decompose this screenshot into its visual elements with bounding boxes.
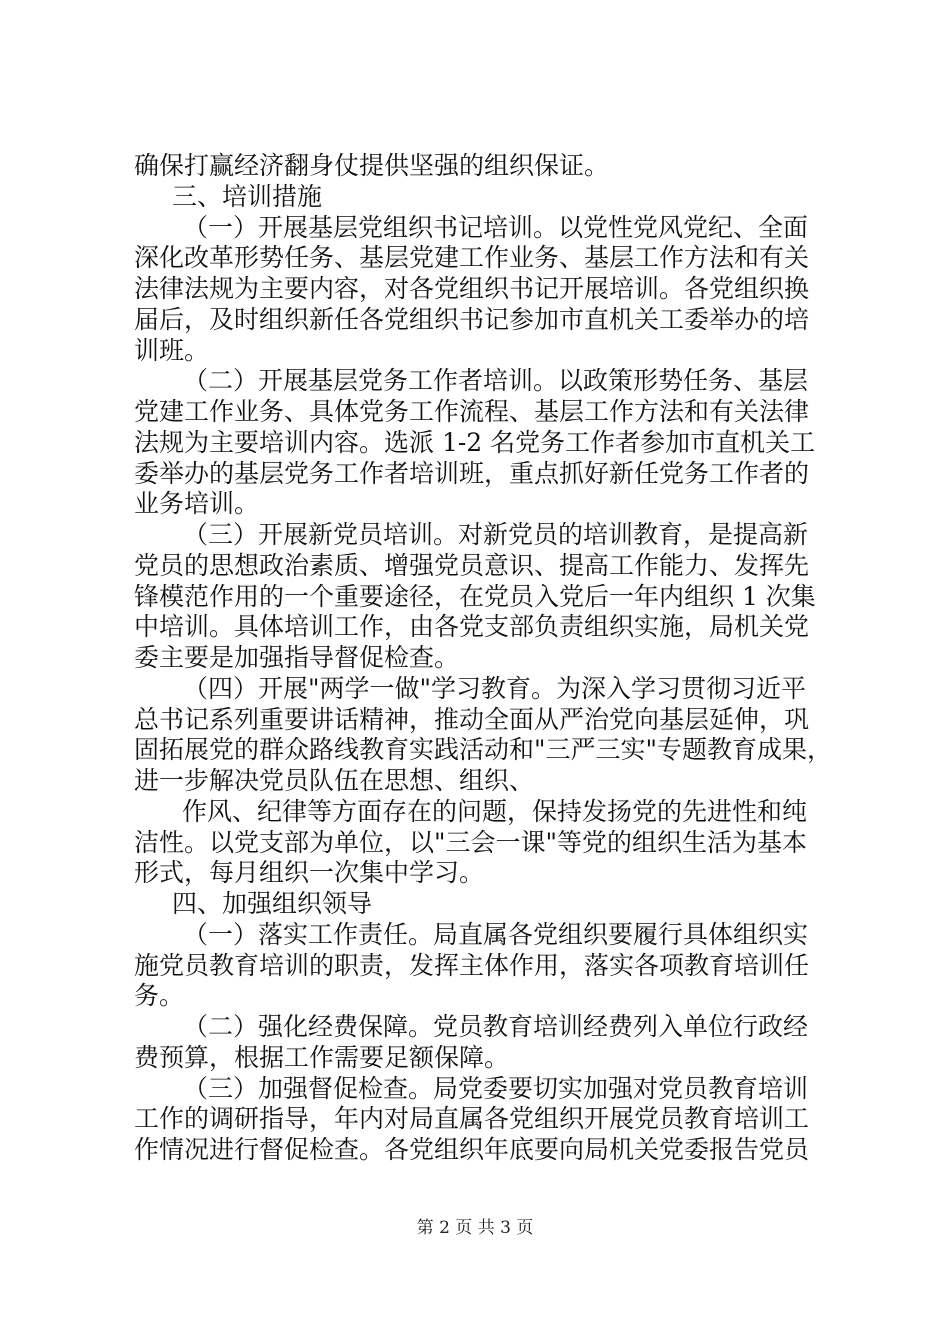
- text-line: （二）强化经费保障。党员教育培训经费列入单位行政经: [183, 1012, 809, 1041]
- text-line: 施党员教育培训的职责，发挥主体作用，落实各项教育培训任: [134, 951, 810, 980]
- text-line: 作情况进行督促检查。各党组织年底要向局机关党委报告党员: [134, 1135, 810, 1164]
- text-line: 总书记系列重要讲话精神，推动全面从严治党向基层延伸，巩: [134, 705, 810, 734]
- text-line: （三）加强督促检查。局党委要切实加强对党员教育培训: [183, 1074, 809, 1103]
- text-line: （一）开展基层党组织书记培训。以党性党风党纪、全面: [183, 213, 809, 242]
- text-line: （四）开展"两学一做"学习教育。为深入学习贯彻习近平: [183, 674, 807, 703]
- text-line: 训班。: [134, 336, 210, 365]
- text-line: 深化改革形势任务、基层党建工作业务、基层工作方法和有关: [134, 243, 810, 272]
- text-line: 工作的调研指导，年内对局直属各党组织开展党员教育培训工: [134, 1104, 810, 1133]
- text-line: 业务培训。: [134, 489, 260, 518]
- text-line: 届后，及时组织新任各党组织书记参加市直机关工委举办的培: [134, 305, 810, 334]
- text-line: 委举办的基层党务工作者培训班，重点抓好新任党务工作者的: [134, 459, 810, 488]
- text-line: 形式，每月组织一次集中学习。: [134, 858, 485, 887]
- text-line: 党建工作业务、具体党务工作流程、基层工作方法和有关法律: [134, 397, 810, 426]
- text-line: 法律法规为主要内容，对各党组织书记开展培训。各党组织换: [134, 274, 810, 303]
- text-line: 中培训。具体培训工作，由各党支部负责组织实施，局机关党: [134, 612, 810, 641]
- text-line: 法规为主要培训内容。选派 1-2 名党务工作者参加市直机关工: [134, 428, 816, 457]
- text-line: 党员的思想政治素质、增强党员意识、提高工作能力、发挥先: [134, 551, 810, 580]
- text-line: 务。: [134, 981, 185, 1010]
- text-line: 委主要是加强指导督促检查。: [134, 643, 460, 672]
- text-line: 锋模范作用的一个重要途径，在党员入党后一年内组织 1 次集: [134, 582, 816, 611]
- page-number-footer: 第 2 页 共 3 页: [416, 1218, 534, 1238]
- text-line: 确保打赢经济翻身仗提供坚强的组织保证。: [134, 151, 610, 180]
- text-line: 作风、纪律等方面存在的问题，保持发扬党的先进性和纯: [182, 797, 808, 826]
- text-line: 洁性。以党支部为单位，以"三会一课"等党的组织生活为基本: [134, 828, 808, 857]
- section-heading: 四、加强组织领导: [172, 889, 373, 918]
- text-line: （一）落实工作责任。局直属各党组织要履行具体组织实: [183, 920, 809, 949]
- section-heading: 三、培训措施: [172, 182, 323, 211]
- text-line: （二）开展基层党务工作者培训。以政策形势任务、基层: [183, 366, 809, 395]
- text-line: （三）开展新党员培训。对新党员的培训教育，是提高新: [183, 520, 809, 549]
- text-line: 固拓展党的群众路线教育实践活动和"三严三实"专题教育成果，: [134, 735, 833, 764]
- text-line: 进一步解决党员队伍在思想、组织、: [134, 766, 535, 795]
- text-line: 费预算，根据工作需要足额保障。: [134, 1043, 510, 1072]
